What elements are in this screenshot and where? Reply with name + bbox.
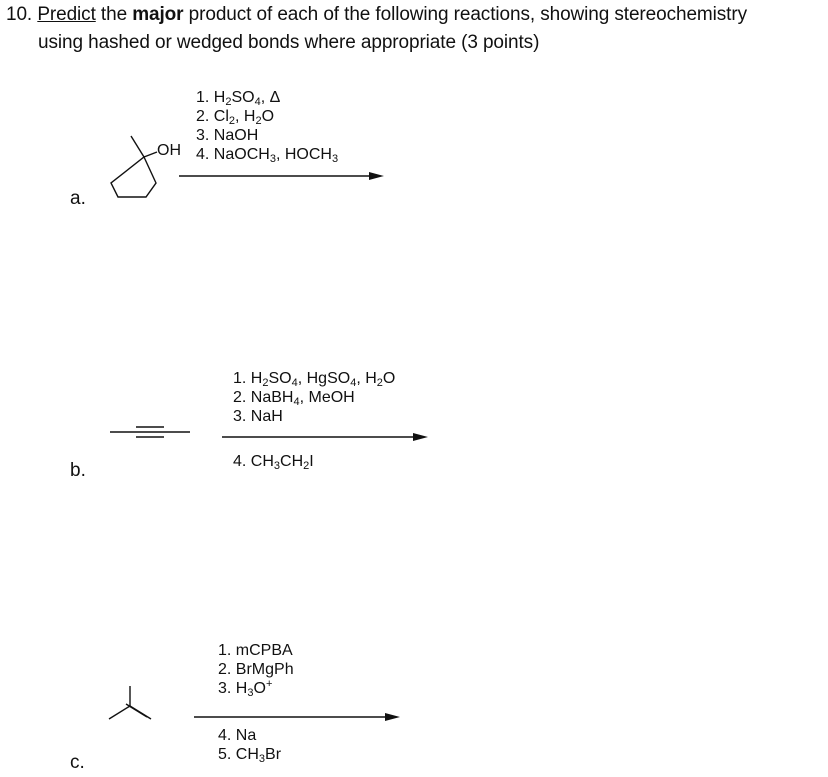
reagents-b-below — [233, 452, 314, 471]
reagent-step: 3. NaH — [233, 408, 283, 425]
hydroxyl-label: OH — [157, 142, 181, 159]
reagents-c-below — [218, 726, 281, 764]
reagent-step: 3. NaOH — [196, 127, 259, 144]
reaction-arrow-b — [222, 433, 428, 441]
reagent-step: 4. $CH_3CH_2I$ — [233, 453, 314, 472]
reagent-step: 4. NaOCH$_3$, $HOCH_3$ — [196, 146, 339, 165]
reagent-step: 3. $H_3O^+$ — [218, 678, 273, 699]
reagents-c-above — [218, 641, 294, 698]
reagent-step: 1. $H_2SO_4$, Δ — [196, 89, 281, 108]
reaction-arrow-a — [179, 172, 384, 180]
reagent-step: 4. Na — [218, 727, 257, 744]
part-label-c: c. — [70, 752, 85, 773]
isobutylene-structure — [109, 686, 151, 719]
reagent-step: 1. $H_2SO_4$, HgSO$_4$, $H_2O$ — [233, 370, 396, 389]
part-label-a: a. — [70, 188, 86, 209]
part-label-b: b. — [70, 460, 86, 481]
reagents-b-above — [233, 369, 395, 426]
cyclopentanol-structure — [111, 136, 157, 197]
reagent-step: 5. $CH_3Br$ — [218, 746, 282, 765]
reagent-step: 1. mCPBA — [218, 642, 293, 659]
question-verb: Predict — [37, 4, 96, 25]
reagent-step: 2. BrMgPh — [218, 661, 294, 678]
butyne-structure — [110, 427, 190, 437]
reaction-arrow-c — [194, 713, 400, 721]
question-number: 10. — [6, 4, 33, 25]
question-text-b: product of each of the following reactions, showing stereochemistry — [183, 4, 747, 25]
question-text-a: the — [95, 4, 133, 25]
reagents-a — [196, 88, 338, 164]
reagent-step: 2. NaBH$_4$, MeOH — [233, 389, 355, 408]
reagent-step: 2. $Cl_2$, $H_2O$ — [196, 108, 275, 127]
question-bold-word: major — [132, 4, 184, 25]
question-line-2: using hashed or wedged bonds where appropriate (3 points) — [38, 32, 540, 53]
